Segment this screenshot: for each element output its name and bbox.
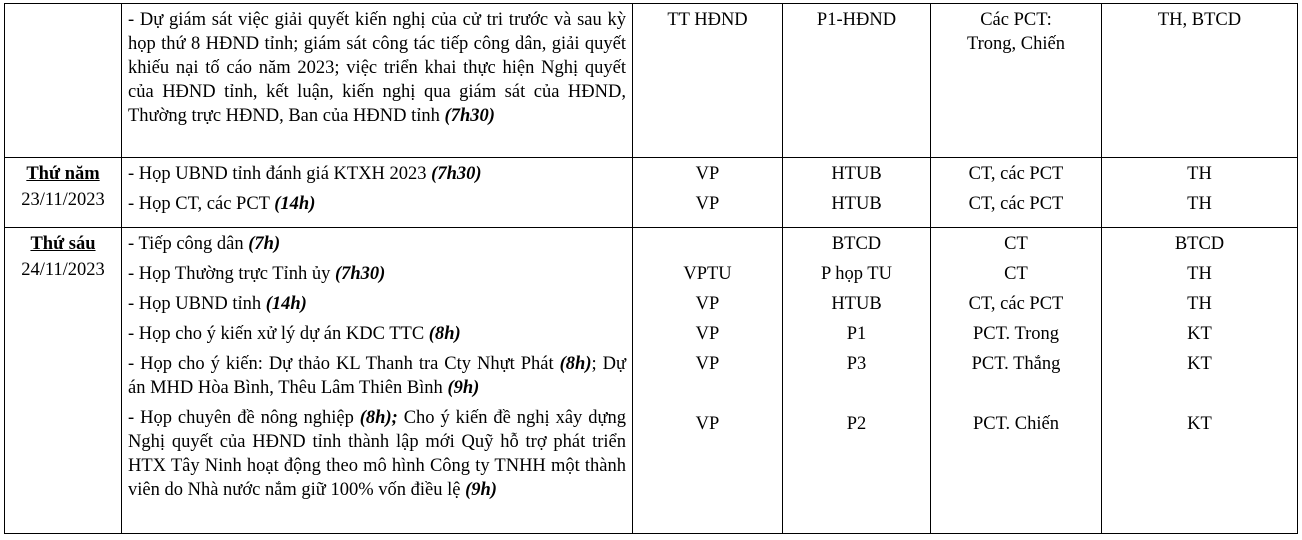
task-time: (8h); bbox=[359, 408, 398, 428]
place-cell: BTCD P họp TU HTUB P1 P3 P2 bbox=[783, 228, 931, 534]
task-item: - Họp CT, các PCT (14h) bbox=[128, 194, 316, 214]
task-time: (7h30) bbox=[444, 106, 495, 126]
task-item: - Họp UBND tỉnh đánh giá KTXH 2023 (7h30) bbox=[128, 164, 482, 184]
task-time: (8h) bbox=[559, 354, 592, 374]
table-row bbox=[5, 158, 1298, 228]
day-name: Thứ sáu bbox=[30, 234, 96, 254]
task-time: (7h) bbox=[248, 234, 281, 254]
task-cell bbox=[122, 4, 633, 158]
task-time: (14h) bbox=[265, 294, 307, 314]
table-row bbox=[5, 228, 1298, 534]
task-item: - Họp UBND tỉnh (14h) bbox=[128, 294, 307, 314]
day-cell bbox=[5, 4, 122, 158]
task-time: (14h) bbox=[274, 194, 316, 214]
participants-cell: TH, BTCD bbox=[1102, 4, 1298, 158]
place-cell: HTUB HTUB bbox=[783, 158, 931, 228]
participants-cell: BTCD TH TH KT KT KT bbox=[1102, 228, 1298, 534]
task-time: (8h) bbox=[428, 324, 461, 344]
task-time: (9h) bbox=[465, 480, 497, 500]
lead-cell: CT CT CT, các PCT PCT. Trong PCT. Thắng PCT. Chiến bbox=[931, 228, 1102, 534]
task-time: (9h) bbox=[447, 378, 480, 398]
day-date: 24/11/2023 bbox=[21, 260, 105, 280]
prep-cell: VPTU VP VP VP VP bbox=[633, 228, 783, 534]
task-item: - Họp Thường trực Tỉnh ủy (7h30) bbox=[128, 264, 386, 284]
task-item: - Tiếp công dân (7h) bbox=[128, 234, 281, 254]
task-time: (7h30) bbox=[431, 164, 482, 184]
lead-cell: Các PCT: Trong, Chiến bbox=[931, 4, 1102, 158]
task-cell bbox=[122, 158, 633, 228]
day-date: 23/11/2023 bbox=[21, 190, 105, 210]
task-cell bbox=[122, 228, 633, 534]
lead-cell: CT, các PCT CT, các PCT bbox=[931, 158, 1102, 228]
task-time: (7h30) bbox=[334, 264, 386, 284]
table-row bbox=[5, 4, 1298, 158]
task-item: - Họp cho ý kiến: Dự thảo KL Thanh tra Cty Nhựt Phát (8h); Dự án MHD Hòa Bình, Thêu Lâm Thiên Bình (9h) bbox=[128, 354, 626, 398]
day-cell bbox=[5, 158, 122, 228]
day-name: Thứ năm bbox=[26, 164, 100, 184]
prep-cell: TT HĐND bbox=[633, 4, 783, 158]
schedule-table bbox=[4, 3, 1298, 534]
prep-cell: VP VP bbox=[633, 158, 783, 228]
day-cell bbox=[5, 228, 122, 534]
task-item: - Họp chuyên đề nông nghiệp (8h); Cho ý kiến đề nghị xây dựng Nghị quyết của HĐND tỉnh thành lập mới Quỹ hỗ trợ phát triển HTX Tây Ninh hoạt động theo mô hình Công ty TNHH một thành viên do Nhà nước nắm giữ 100% vốn điều lệ (9h) bbox=[128, 408, 626, 500]
place-cell: P1-HĐND bbox=[783, 4, 931, 158]
task-item: - Họp cho ý kiến xử lý dự án KDC TTC (8h) bbox=[128, 324, 461, 344]
task-item: - Dự giám sát việc giải quyết kiến nghị của cử tri trước và sau kỳ họp thứ 8 HĐND tỉnh; giám sát công tác tiếp công dân, giải quyết khiếu nại tố cáo năm 2023; việc triển khai thực hiện Nghị quyết của HĐND tỉnh, kết luận, kiến nghị qua giám sát của HĐND, Thường trực HĐND, Ban của HĐND tỉnh (7h30) bbox=[128, 10, 626, 126]
participants-cell: TH TH bbox=[1102, 158, 1298, 228]
